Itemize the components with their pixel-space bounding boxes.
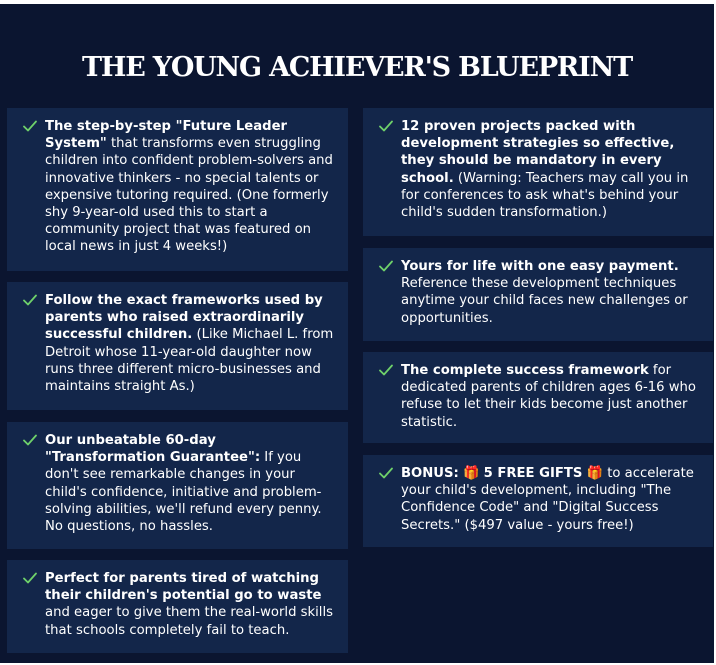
benefit-text: for dedicated parents of children ages 6-16 who refuse to let their kids become just another statistic.	[401, 363, 696, 430]
gift-icon: 🎁	[586, 466, 604, 481]
benefit-heading: Our unbeatable 60-day "Transformation Guarantee":	[45, 433, 261, 466]
benefit-heading: 12 proven projects packed with development strategies so effective, they should be mandatory in every school.	[401, 119, 675, 186]
check-icon	[379, 120, 393, 132]
benefit-heading: Perfect for parents tired of watching their children's potential go to waste	[45, 571, 322, 604]
benefit-text: (Warning: Teachers may call you in for conferences to ask what's behind your child's sudden transformation.)	[401, 170, 689, 221]
check-icon	[23, 572, 37, 584]
page-title: THE YOUNG ACHIEVER'S BLUEPRINT	[82, 52, 632, 83]
benefit-card-success-framework	[363, 352, 713, 443]
benefit-card-guarantee	[7, 422, 348, 549]
benefit-text: and eager to give them the real-world skills that schools completely fail to teach.	[45, 605, 334, 638]
check-icon	[379, 260, 393, 272]
benefit-heading: The complete success framework	[401, 363, 649, 378]
benefit-card-12-projects	[363, 108, 713, 236]
bonus-heading: 5 FREE GIFTS	[483, 466, 583, 481]
benefit-card-frameworks	[7, 282, 348, 410]
benefit-text: (Like Michael L. from Detroit whose 11-year-old daughter now runs three different micro-businesses and maintains straight As.)	[45, 327, 334, 395]
check-icon	[23, 120, 37, 132]
benefit-card-future-leader-system	[7, 108, 348, 271]
benefit-heading: The step-by-step "Future Leader System"	[45, 119, 288, 152]
benefit-card-bonus	[363, 455, 713, 547]
benefit-text: If you don't see remarkable changes in your child's confidence, initiative and problem-solving abilities, we'll refund every penny. No questions, no hassles.	[45, 450, 322, 535]
check-icon	[379, 364, 393, 376]
benefit-text: to accelerate your child's development, including "The Confidence Code" and "Digital Success Secrets." ($497 value - yours free!)	[401, 466, 694, 533]
check-icon	[379, 467, 393, 479]
benefit-card-lifetime-access	[363, 248, 713, 341]
benefit-heading: Yours for life with one easy payment.	[401, 259, 679, 274]
benefit-card-perfect-for-parents	[7, 560, 348, 653]
gift-icon: 🎁	[462, 466, 480, 481]
bonus-label: BONUS:	[401, 466, 459, 481]
check-icon	[23, 434, 37, 446]
benefit-text: Reference these development techniques anytime your child faces new challenges or opportunities.	[401, 276, 688, 326]
benefit-heading: Follow the exact frameworks used by parents who raised extraordinarily successful children.	[45, 293, 323, 343]
check-icon	[23, 294, 37, 306]
benefit-text: that transforms even struggling children into confident problem-solvers and innovative thinkers - no special talents or expensive tutoring required. (One formerly shy 9-year-old used this to start a community project that was featured on local news in just 4 weeks!)	[45, 136, 333, 255]
